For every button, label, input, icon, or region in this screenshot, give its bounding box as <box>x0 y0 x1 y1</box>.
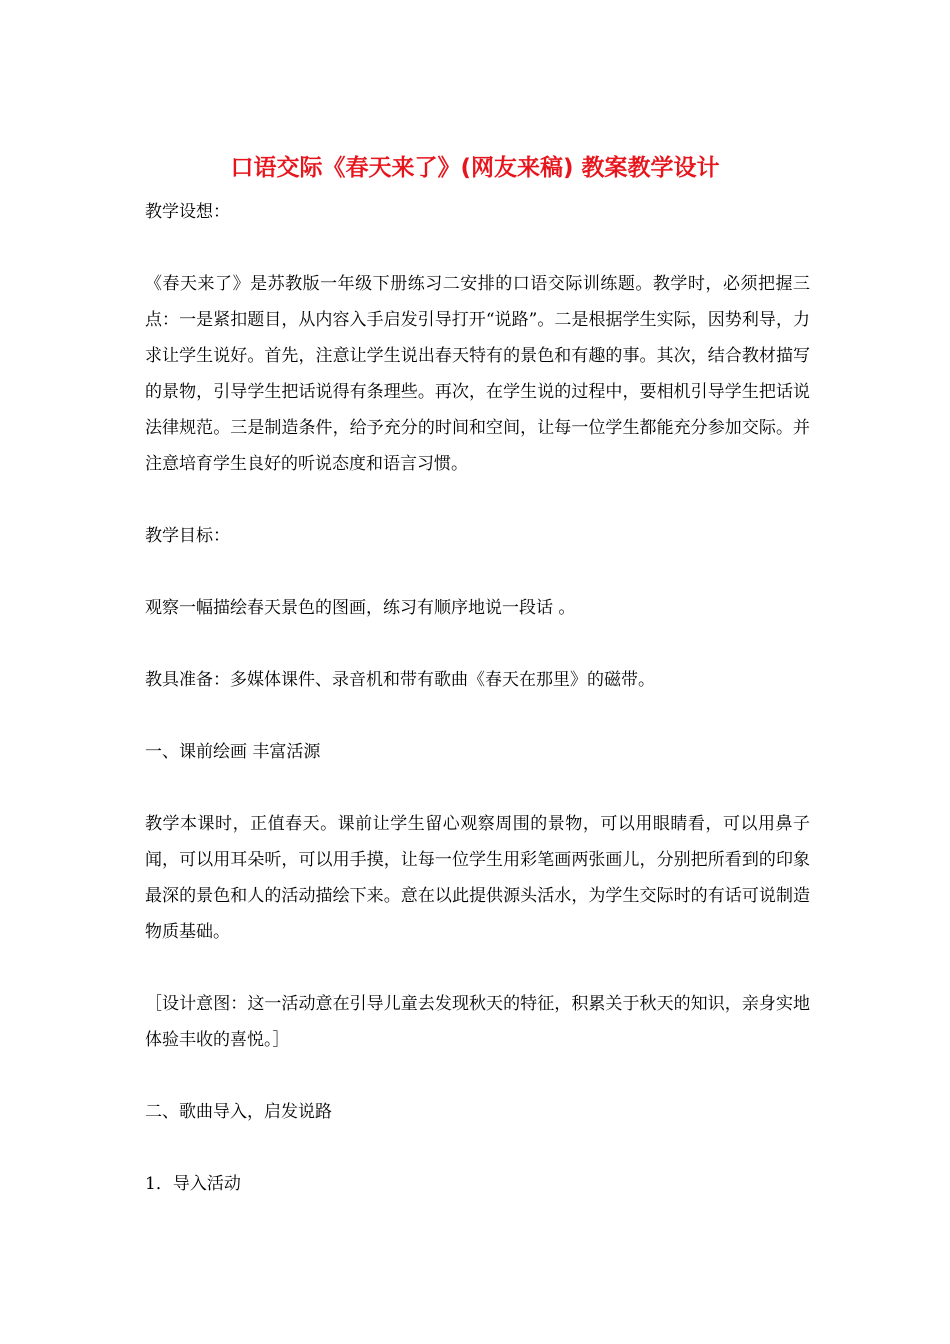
document-body <box>145 194 810 1202</box>
design-intent-paragraph: ［设计意图：这一活动意在引导儿童去发现秋天的特征，积累关于秋天的知识，亲身实地体验丰收的喜悦。］ <box>145 994 810 1050</box>
teaching-idea-paragraph: 《春天来了》是苏教版一年级下册练习二安排的口语交际训练题。教学时，必须把握三点：一是紧扣题目，从内容入手启发引导打开“说路”。二是根据学生实际，因势利导，力求让学生说好。首先，注意让学生说出春天特有的景色和有趣的事。其次，结合教材描写的景物，引导学生把话说得有条理些。再次，在学生说的过程中，要相机引导学生把话说法律规范。三是制造条件，给予充分的时间和空间，让每一位学生都能充分参加交际。并注意培育学生良好的听说态度和语言习惯。 <box>145 274 810 474</box>
teaching-idea-heading: 教学设想： <box>145 202 230 222</box>
spacer <box>145 482 810 518</box>
spacer <box>145 626 810 662</box>
spacer <box>145 230 810 266</box>
step-two-heading: 二、歌曲导入，启发说路 <box>145 1102 332 1122</box>
teaching-goal-paragraph: 观察一幅描绘春天景色的图画，练习有顺序地说一段话 。 <box>145 598 576 618</box>
spacer <box>145 950 810 986</box>
teaching-goal-heading: 教学目标： <box>145 526 230 546</box>
spacer <box>145 1130 810 1166</box>
document-title: 口语交际《春天来了》(网友来稿) 教案教学设计 <box>230 155 720 181</box>
step-one-paragraph: 教学本课时，正值春天。课前让学生留心观察周围的景物，可以用眼睛看，可以用鼻子闻，可以用耳朵听，可以用手摸，让每一位学生用彩笔画两张画儿，分别把所看到的印象最深的景色和人的活动描绘下来。意在以此提供源头活水，为学生交际时的有话可说制造物质基础。 <box>145 814 810 942</box>
spacer <box>145 554 810 590</box>
spacer <box>145 698 810 734</box>
materials-paragraph: 教具准备：多媒体课件、录音机和带有歌曲《春天在那里》的磁带。 <box>145 670 655 690</box>
spacer <box>145 770 810 806</box>
spacer <box>145 1058 810 1094</box>
step-two-item-one: 1．导入活动 <box>145 1174 241 1194</box>
step-one-heading: 一、课前绘画 丰富活源 <box>145 742 321 762</box>
